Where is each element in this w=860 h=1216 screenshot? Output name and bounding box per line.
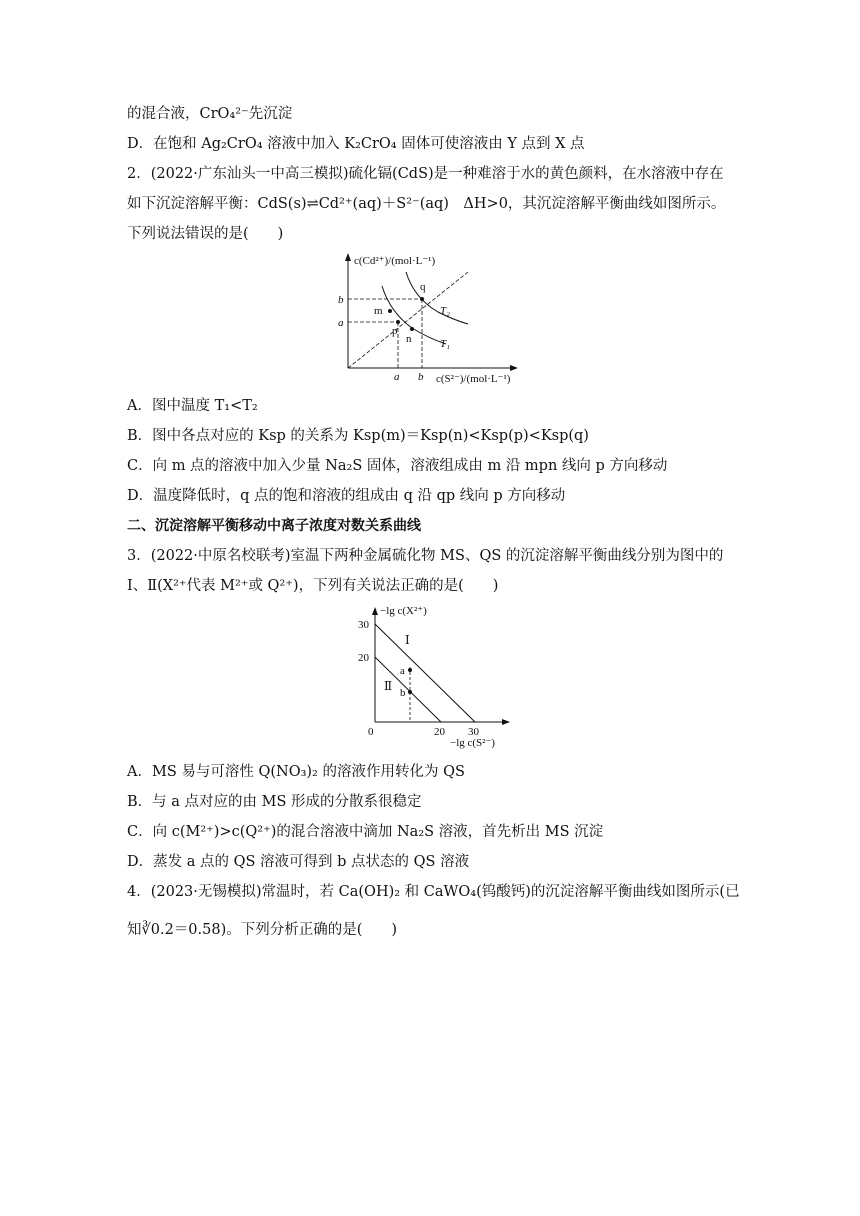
fig2-ytick-20: 20 xyxy=(358,652,369,664)
fig2-point-b xyxy=(408,690,412,694)
question-4-stem-cont: 知∛0.2＝0.58)。下列分析正确的是( ) xyxy=(127,922,398,938)
fig1-label-n: n xyxy=(406,333,412,345)
fig2-point-a xyxy=(408,668,412,672)
text-line-1: 的混合液，CrO₄²⁻先沉淀 xyxy=(127,106,293,122)
fig1-xtick-b: b xyxy=(418,371,424,383)
fig1-point-p xyxy=(396,320,400,324)
question-3-option-a: A．MS 易与可溶性 Q(NO₃)₂ 的溶液作用转化为 QS xyxy=(127,764,465,780)
fig2-xlabel: −lg c(S²⁻) xyxy=(450,737,495,749)
question-2-equation: 如下沉淀溶解平衡：CdS(s)⇌Cd²⁺(aq)＋S²⁻(aq) ΔH>0，其沉淀溶解平衡曲线如图所示。 xyxy=(127,196,726,212)
fig2-xtick-20: 20 xyxy=(434,726,445,738)
question-3-stem: 3．(2022·中原名校联考)室温下两种金属硫化物 MS、QS 的沉淀溶解平衡曲线分别为图中的 xyxy=(127,548,724,564)
fig1-ytick-a: a xyxy=(338,317,344,329)
question-4-stem: 4．(2023·无锡模拟)常温时，若 Ca(OH)₂ 和 CaWO₄(钨酸钙)的沉淀溶解平衡曲线如图所示(已 xyxy=(127,884,740,900)
fig1-ylabel: c(Cd²⁺)/(mol·L⁻¹) xyxy=(354,255,436,267)
fig1-label-p: p xyxy=(392,325,398,337)
fig2-label-b: b xyxy=(400,687,406,699)
fig2-curve-i: Ⅰ xyxy=(405,633,410,647)
cds-solubility-figure xyxy=(328,250,538,385)
question-2-option-a: A．图中温度 T₁<T₂ xyxy=(127,398,258,414)
question-2-option-b: B．图中各点对应的 Ksp 的关系为 Ksp(m)＝Ksp(n)<Ksp(p)<Ksp(q) xyxy=(127,428,589,444)
fig2-label-a: a xyxy=(400,665,405,677)
fig2-ytick-30: 30 xyxy=(358,619,369,631)
question-2-option-c: C．向 m 点的溶液中加入少量 Na₂S 固体，溶液组成由 m 沿 mpn 线向 p 方向移动 xyxy=(127,458,668,474)
fig1-label-m: m xyxy=(374,305,383,317)
question-3-option-d: D．蒸发 a 点的 QS 溶液可得到 b 点状态的 QS 溶液 xyxy=(127,854,470,870)
fig2-curve-ii: Ⅱ xyxy=(384,679,393,693)
fig1-curve-t1: T₁ xyxy=(440,338,450,350)
question-2-prompt: 下列说法错误的是( ) xyxy=(127,226,284,242)
fig1-point-q xyxy=(420,297,424,301)
fig1-xtick-a: a xyxy=(394,371,400,383)
fig2-xtick-30: 30 xyxy=(468,726,479,738)
question-3-option-c: C．向 c(M²⁺)>c(Q²⁺)的混合溶液中滴加 Na₂S 溶液，首先析出 MS 沉淀 xyxy=(127,824,604,840)
fig1-ytick-b: b xyxy=(338,294,344,306)
question-2-stem: 2．(2022·广东汕头一中高三模拟)硫化镉(CdS)是一种难溶于水的黄色颜料，在水溶液中存在 xyxy=(127,166,724,182)
fig1-point-n xyxy=(410,327,414,331)
fig1-curve-t2: T₂ xyxy=(440,305,450,317)
question-2-option-d: D．温度降低时，q 点的饱和溶液的组成由 q 沿 qp 线向 p 方向移动 xyxy=(127,488,566,504)
fig1-label-q: q xyxy=(420,281,426,293)
section-heading: 二、沉淀溶解平衡移动中离子浓度对数关系曲线 xyxy=(127,518,421,534)
question-3-stem-cont: Ⅰ、Ⅱ(X²⁺代表 M²⁺或 Q²⁺)，下列有关说法正确的是( ) xyxy=(127,578,499,594)
fig1-point-m xyxy=(388,309,392,313)
question-3-option-b: B．与 a 点对应的由 MS 形成的分散系很稳定 xyxy=(127,794,422,810)
log-concentration-figure xyxy=(350,602,520,752)
fig2-ylabel: −lg c(X²⁺) xyxy=(380,605,427,617)
fig2-xtick-0: 0 xyxy=(368,726,374,738)
option-d: D．在饱和 Ag₂CrO₄ 溶液中加入 K₂CrO₄ 固体可使溶液由 Y 点到 X 点 xyxy=(127,136,585,152)
fig1-xlabel: c(S²⁻)/(mol·L⁻¹) xyxy=(436,373,511,385)
